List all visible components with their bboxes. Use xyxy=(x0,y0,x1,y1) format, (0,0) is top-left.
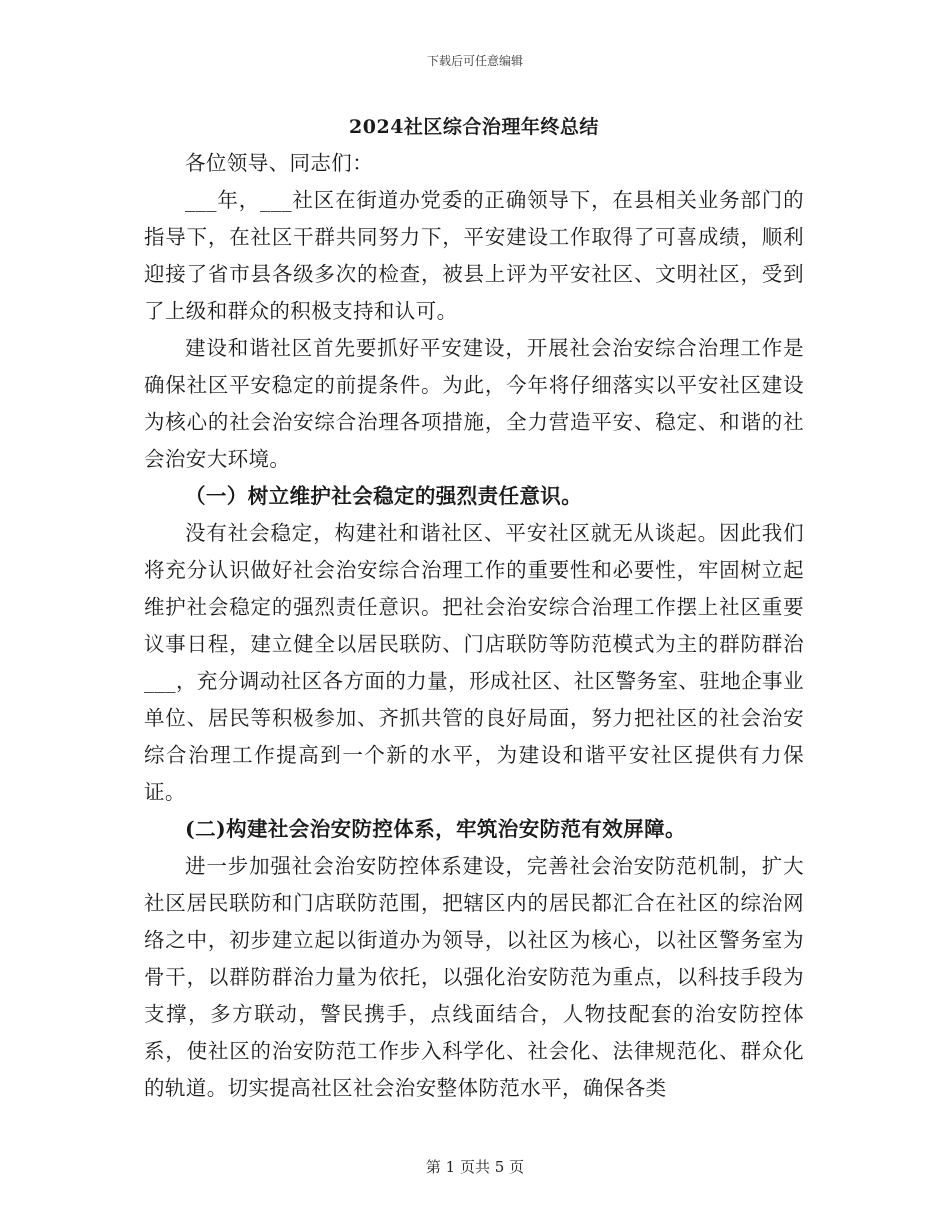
section-text-2: 进一步加强社会治安防控体系建设，完善社会治安防范机制，扩大社区居民联防和门店联防范围，把辖区内的居民都汇合在社区的综治网络之中，初步建立起以街道办为领导，以社区为核心，以社区警务室为骨干，以群防群治力量为依托，以强化治安防范为重点，以科技手段为支撑，多方联动，警民携手，点线面结合，人物技配套的治安防控体系，使社区的治安防范工作步入科学化、社会化、法律规范化、群众化的轨道。切实提高社区社会治安整体防范水平，确保各类 xyxy=(144,854,804,1100)
document-title: 2024社区综合治理年终总结 xyxy=(349,116,599,138)
header-note: 下载后可任意编辑 xyxy=(426,54,523,68)
paragraph-overview: 建设和谐社区首先要抓好平安建设，开展社会治安综合治理工作是确保社区平安稳定的前提条件。为此，今年将仔细落实以平安社区建设为核心的社会治安综合治理各项措施，全力营造平安、稳定、和谐的社会治安大环境。 xyxy=(144,336,804,471)
salutation: 各位领导、同志们： xyxy=(185,151,374,175)
document-body xyxy=(144,112,804,1107)
section-heading-2: (二)构建社会治安防控体系，牢筑治安防范有效屏障。 xyxy=(185,817,686,841)
section-text-1: 没有社会稳定，构建社和谐社区、平安社区就无从谈起。因此我们将充分认识做好社会治安综合治理工作的重要性和必要性，牢固树立起维护社会稳定的强烈责任意识。把社会治安综合治理工作摆上社区重要议事日程，建立健全以居民联防、门店联防等防范模式为主的群防群治___，充分调动社区各方面的力量，形成社区、社区警务室、驻地企事业单位、居民等积极参加、齐抓共管的良好局面，努力把社区的社会治安综合治理工作提高到一个新的水平，为建设和谐平安社区提供有力保证。 xyxy=(144,521,804,804)
page-footer: 第 1 页共 5 页 xyxy=(425,1158,525,1176)
section-heading-1: （一）树立维护社会稳定的强烈责任意识。 xyxy=(185,484,583,508)
paragraph-intro: ___年，___社区在街道办党委的正确领导下，在县相关业务部门的指导下，在社区干群共同努力下，平安建设工作取得了可喜成绩，顺利迎接了省市县各级多次的检查，被县上评为平安社区、文明社区，受到了上级和群众的积极支持和认可。 xyxy=(144,188,804,323)
